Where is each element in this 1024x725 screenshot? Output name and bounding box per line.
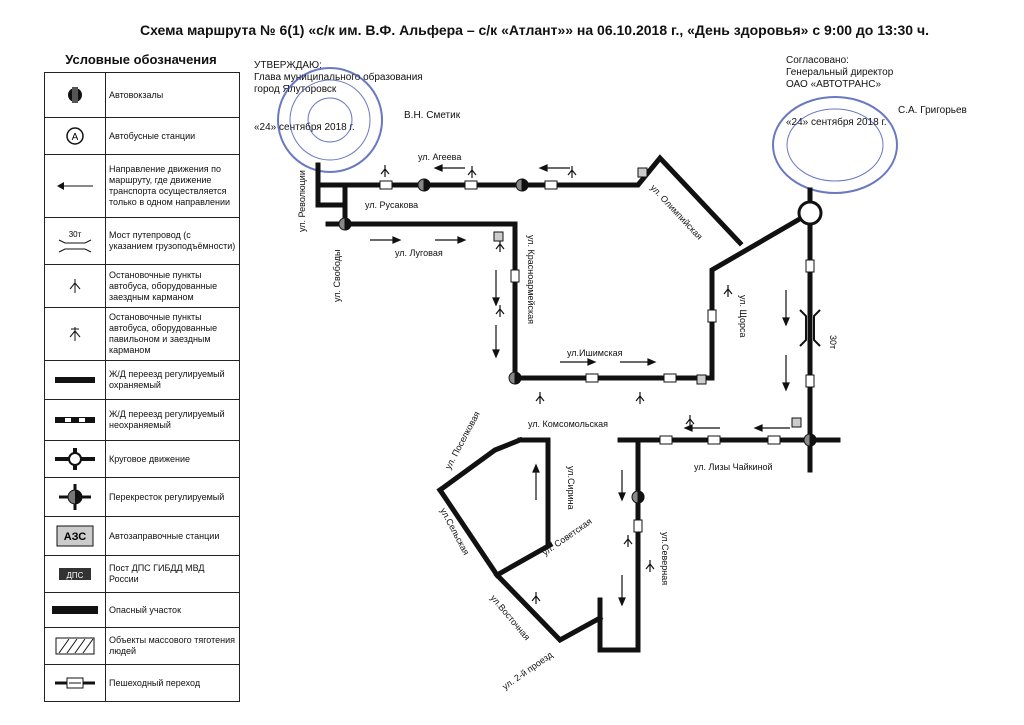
bus-stop-a-icon xyxy=(64,125,86,147)
one-way-arrow-icon xyxy=(783,355,789,390)
pedestrian-crossing xyxy=(586,374,598,382)
bridge-icon xyxy=(800,310,838,349)
traffic-light-icon xyxy=(509,372,521,384)
route-shchorsa xyxy=(712,213,810,378)
svg-text:30т: 30т xyxy=(828,335,838,350)
bus-stop-icon xyxy=(686,415,694,427)
legend-row: Объекты массового тяготения людей xyxy=(45,628,239,665)
traffic-light-icon xyxy=(57,484,93,510)
bus-stop-icon xyxy=(536,392,544,404)
bus-stop-icon xyxy=(624,535,632,547)
svg-text:ул.Сельская: ул.Сельская xyxy=(438,506,472,557)
legend-row: A Автобусные станции xyxy=(45,118,239,155)
pedestrian-crossing-icon xyxy=(53,675,97,691)
one-way-arrow-icon xyxy=(533,465,539,500)
traffic-light-icon xyxy=(339,218,351,230)
bus-stop-icon xyxy=(381,165,389,177)
route-map xyxy=(240,140,860,715)
one-way-arrow-icon xyxy=(620,359,655,365)
legend-row: Остановочные пункты автобуса, оборудованные павильоном и заездным карманом xyxy=(45,308,239,361)
svg-text:ул.Восточная: ул.Восточная xyxy=(488,592,533,643)
svg-text:ул. Луговая: ул. Луговая xyxy=(395,248,443,258)
police-post-icon xyxy=(58,567,92,581)
one-way-arrow-icon xyxy=(55,181,95,191)
svg-text:ул.Ишимская: ул.Ишимская xyxy=(567,348,623,358)
svg-text:ул.Северная: ул.Северная xyxy=(660,532,670,586)
pedestrian-crossing xyxy=(660,436,672,444)
svg-text:ул. Красноармейская: ул. Красноармейская xyxy=(526,235,536,325)
svg-text:ул. Советская: ул. Советская xyxy=(540,516,594,558)
one-way-arrow-icon xyxy=(783,290,789,325)
pedestrian-crossing xyxy=(768,436,780,444)
svg-text:ул. 2-й проезд: ул. 2-й проезд xyxy=(500,649,555,692)
one-way-arrow-icon xyxy=(560,359,595,365)
svg-text:ул. Поселковая: ул. Поселковая xyxy=(442,409,482,471)
gas-station-icon xyxy=(56,525,94,547)
pedestrian-crossing xyxy=(664,374,676,382)
legend-row: Круговое движение xyxy=(45,441,239,478)
route-sirina xyxy=(520,440,548,545)
unguarded-crossing-icon xyxy=(53,416,97,424)
legend-row: Остановочные пункты автобуса, оборудованные заездным карманом xyxy=(45,265,239,308)
gas-station-icon xyxy=(494,232,503,241)
legend-row: Ж/Д переезд регулируемый неохраняемый xyxy=(45,400,239,441)
pedestrian-crossing xyxy=(465,181,477,189)
legend-row: Опасный участок xyxy=(45,593,239,628)
gas-station-icon xyxy=(638,168,647,177)
pedestrian-crossing xyxy=(511,270,519,282)
bridge-icon xyxy=(55,228,95,254)
svg-text:ул. Олимпийская: ул. Олимпийская xyxy=(648,182,705,242)
route-vostochnaya xyxy=(497,575,600,640)
pedestrian-crossing xyxy=(634,520,642,532)
guarded-crossing-icon xyxy=(53,376,97,384)
one-way-arrow-icon xyxy=(435,237,465,243)
bus-stop-icon xyxy=(636,392,644,404)
bus-stop-icon xyxy=(496,240,504,252)
svg-text:30т: 30т xyxy=(68,230,82,239)
traffic-light-icon xyxy=(804,434,816,446)
pedestrian-crossing xyxy=(708,436,720,444)
legend-row: Ж/Д переезд регулируемый охраняемый xyxy=(45,361,239,400)
bus-stop-icon xyxy=(496,305,504,317)
agreed-block: Согласовано: Генеральный директор ОАО «АВТОТРАНС» С.А. Григорьев «24» сентября 2018 г. xyxy=(786,55,967,128)
route-severnaya xyxy=(600,440,638,650)
one-way-arrow-icon xyxy=(493,270,499,305)
legend-row: Перекресток регулируемый xyxy=(45,478,239,517)
bus-stop-icon xyxy=(646,560,654,572)
svg-text:ДПС: ДПС xyxy=(66,571,84,580)
legend-row: Пешеходный переход xyxy=(45,665,239,701)
svg-text:ул. Русакова: ул. Русакова xyxy=(365,200,419,210)
legend-row: Направление движения по маршруту, где движение транспорта осуществляется только в одном направлении xyxy=(45,155,239,218)
one-way-arrow-icon xyxy=(755,425,790,431)
svg-text:ул. Агеева: ул. Агеева xyxy=(418,152,462,162)
svg-text:ул. Комсомольская: ул. Комсомольская xyxy=(528,419,609,429)
svg-text:ул. Лизы Чайкиной: ул. Лизы Чайкиной xyxy=(694,462,773,472)
pedestrian-crossing xyxy=(545,181,557,189)
legend-row: 30т Мост путепровод (с указанием грузоподъёмности) xyxy=(45,218,239,265)
svg-text:ул.Сирина: ул.Сирина xyxy=(566,466,576,510)
danger-zone-icon xyxy=(50,605,100,615)
pedestrian-crossing xyxy=(380,181,392,189)
svg-text:ул. Свободы: ул. Свободы xyxy=(332,249,342,302)
legend-table xyxy=(44,72,240,702)
traffic-light-icon xyxy=(516,179,528,191)
bus-stop-pavilion-icon xyxy=(67,325,83,343)
page-title: Схема маршрута № 6(1) «с/к им. В.Ф. Альфера – с/к «Атлант»» на 06.10.2018 г., «День здоровья» с 9:00 до 13:30 ч. xyxy=(140,22,929,38)
one-way-arrow-icon xyxy=(619,575,625,605)
crowd-area-icon xyxy=(55,637,95,655)
one-way-arrow-icon xyxy=(493,325,499,357)
bus-stop-icon xyxy=(532,592,540,604)
svg-text:АЗС: АЗС xyxy=(63,531,87,543)
legend-row: АЗС Автозаправочные станции xyxy=(45,517,239,556)
legend-title: Условные обозначения xyxy=(65,52,217,67)
svg-text:ул. Революции: ул. Революции xyxy=(297,170,307,232)
legend-row: Автовокзалы xyxy=(45,73,239,118)
bus-stop-icon xyxy=(724,285,732,297)
traffic-light-icon xyxy=(418,179,430,191)
one-way-arrow-icon xyxy=(540,165,570,171)
traffic-light-icon xyxy=(632,491,644,503)
pedestrian-crossing xyxy=(806,375,814,387)
gas-station-icon xyxy=(792,418,801,427)
pedestrian-crossing xyxy=(708,310,716,322)
roundabout-icon xyxy=(799,202,821,224)
roundabout-icon xyxy=(53,448,97,470)
approval-block: УТВЕРЖДАЮ: Глава муниципального образования город Ялуторовск В.Н. Сметик «24» сентября 2018 г. xyxy=(254,60,461,133)
one-way-arrow-icon xyxy=(370,237,400,243)
svg-text:ул. Щорса: ул. Щорса xyxy=(738,295,748,338)
gas-station-icon xyxy=(697,375,706,384)
bus-stop-icon xyxy=(468,166,476,178)
bus-station-icon xyxy=(65,85,85,105)
one-way-arrow-icon xyxy=(619,470,625,500)
svg-text:A: A xyxy=(71,132,79,143)
legend-row: ДПС Пост ДПС ГИБДД МВД России xyxy=(45,556,239,593)
one-way-arrow-icon xyxy=(435,165,465,171)
bus-stop-bay-icon xyxy=(67,277,83,295)
one-way-arrow-icon xyxy=(685,425,720,431)
pedestrian-crossing xyxy=(806,260,814,272)
